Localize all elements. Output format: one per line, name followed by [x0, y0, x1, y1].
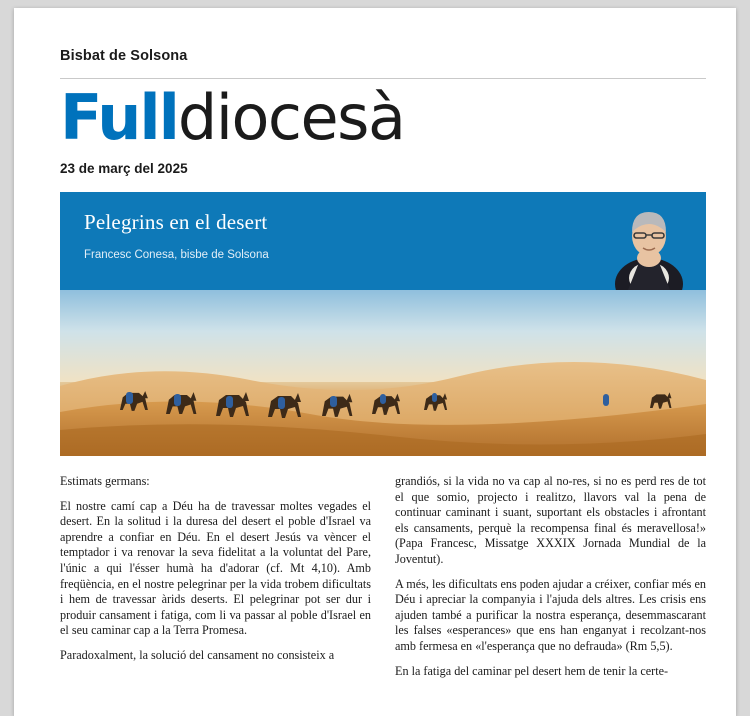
- paragraph: A més, les dificultats ens poden ajudar a créixer, confiar més en Déu i apreciar la companyia i l'ajuda dels altres. Les crisis ens ajuden també a purificar la nostra esperança, desemmascarant les falses «esperances» que ens han enganyat i recolzant-nos amb fermesa en «l'esperança que no defrauda» (Rm 5,5).: [395, 576, 706, 653]
- article-hero-image: [60, 290, 706, 456]
- author-portrait-image: [610, 198, 688, 290]
- camel-caravan-desert-icon: [60, 290, 706, 456]
- issue-date: 23 de març del 2025: [60, 161, 188, 176]
- document-page: [14, 8, 736, 716]
- diocese-name: Bisbat de Solsona: [60, 48, 188, 64]
- article-title: Pelegrins en el desert: [84, 210, 268, 234]
- logo-secondary-word: diocesà: [177, 81, 405, 154]
- paragraph: Estimats germans:: [60, 474, 150, 488]
- article-byline: Francesc Conesa, bisbe de Solsona: [84, 249, 269, 261]
- body-right-column: [395, 474, 706, 679]
- page-content: [60, 8, 706, 679]
- logo-primary-word: Full: [60, 81, 178, 154]
- body-left-column: [60, 474, 371, 679]
- paragraph: Paradoxalment, la solució del cansament no consisteix a: [60, 647, 335, 662]
- publication-logo: [60, 81, 706, 154]
- header-divider: [60, 78, 706, 79]
- bishop-portrait-icon: [610, 198, 688, 290]
- paragraph: En la fatiga del caminar pel desert hem de tenir la certe-: [395, 663, 669, 678]
- article-header-banner: [60, 192, 706, 290]
- paragraph: El nostre camí cap a Déu ha de travessar moltes vegades el desert. En la solitud i la duresa del desert el poble d'Israel va aprendre a confiar en Déu. En el desert Jesús va vèncer el temptador i va renovar la seva fidelitat a la voluntat del Pare, l'únic a qui l'ésser humà ha d'adorar (cf. Mt 4,10). Amb freqüència, en el nostre pelegrinar per la vida trobem dificultats i hem de travessar àrids deserts. El pelegrinar pot ser dur i produir cansament i fatiga, com li va passar al poble d'Israel en el seu caminar cap a la Terra Promesa.: [60, 498, 371, 638]
- paragraph: grandiós, si la vida no va cap al no-res, si no es perd res de tot el que somio, projecto i realitzo, llavors val la pena de continuar caminant i suant, suportant els obstacles i afrontant els cansaments, perquè la recompensa final és meravellosa!» (Papa Francesc, Missatge XXXIX Jornada Mundial de la Joventut).: [395, 474, 706, 566]
- article-body-columns: [60, 474, 706, 679]
